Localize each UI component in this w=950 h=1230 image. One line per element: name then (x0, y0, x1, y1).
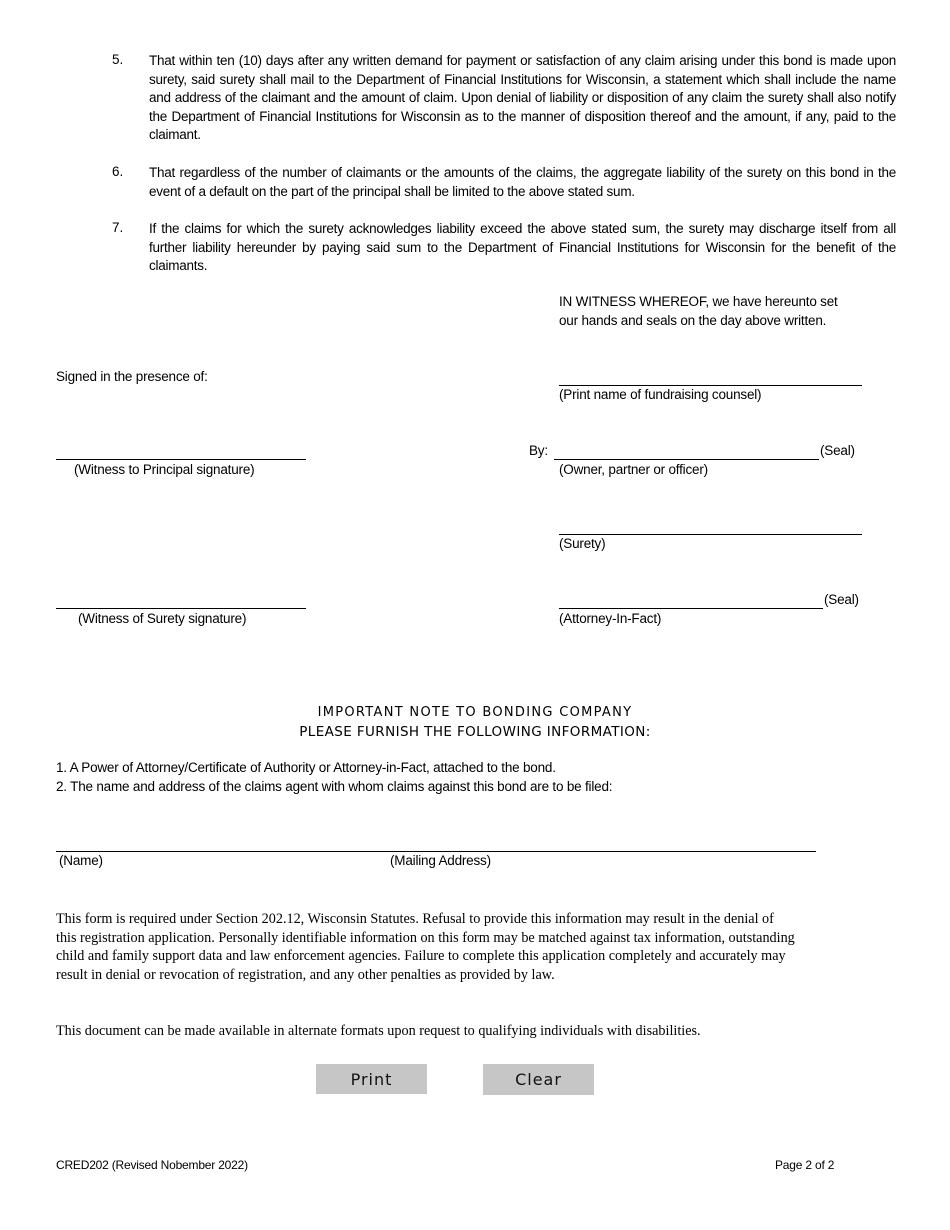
note-item-2: 2. The name and address of the claims agent with whom claims against this bond are to be filed: (56, 779, 613, 794)
clause-number: 7. (112, 220, 124, 235)
witness-whereof-line2: our hands and seals on the day above written. (559, 313, 827, 328)
page-number: Page 2 of 2 (775, 1158, 835, 1172)
attorney-in-fact-label: (Attorney-In-Fact) (559, 611, 662, 626)
by-label: By: (529, 443, 548, 458)
note-item-1: 1. A Power of Attorney/Certificate of Authority or Attorney-in-Fact, attached to the bond. (56, 760, 556, 775)
fundraising-counsel-label: (Print name of fundraising counsel) (559, 387, 762, 402)
legal-notice-paragraph: This form is required under Section 202.12, Wisconsin Statutes. Refusal to provide this information may result in the denial of this registration application. Personally identifiable information on this form may be matched against tax information, outstanding child and family support data and law enforcement agencies. Failure to complete this application completely and accurately may result in denial or revocation of registration, and any other penalties as provided by law. (56, 911, 795, 983)
surety-label: (Surety) (559, 536, 606, 551)
clause-text: If the claims for which the surety acknowledges liability exceed the above stated sum, the surety may discharge itself from all further liability hereunder by paying said sum to the Department of Financial Institutions for Wisconsin for the benefit of the claimants. (149, 221, 896, 274)
witness-principal-signature-line[interactable] (56, 459, 306, 460)
signed-in-presence-label: Signed in the presence of: (56, 369, 208, 384)
important-note-subheading: PLEASE FURNISH THE FOLLOWING INFORMATION: (299, 724, 651, 740)
attorney-in-fact-signature-line[interactable] (559, 608, 823, 609)
clause-number: 5. (112, 52, 124, 67)
form-id: CRED202 (Revised Nobember 2022) (56, 1158, 248, 1172)
important-note-heading: IMPORTANT NOTE TO BONDING COMPANY (317, 705, 633, 720)
fundraising-counsel-signature-line[interactable] (559, 385, 862, 386)
owner-signature-line[interactable] (554, 459, 819, 460)
clause-text: That within ten (10) days after any written demand for payment or satisfaction of any claim arising under this bond is made upon surety, said surety shall mail to the Department of Financial Institutions for Wisconsin, a statement which shall include the name and address of the claimant and the amount of claim. Upon denial of liability or disposition of any claim the surety shall also notify the Department of Financial Institutions for Wisconsin as to the manner of disposition thereof and the amount, if any, paid to the claimant. (149, 53, 896, 143)
seal-label: (Seal) (820, 443, 855, 458)
print-button[interactable]: Print (316, 1064, 427, 1094)
accessibility-notice: This document can be made available in alternate formats upon request to qualifying individuals with disabilities. (56, 1023, 701, 1039)
witness-surety-signature-line[interactable] (56, 608, 306, 609)
claims-agent-line[interactable] (56, 851, 816, 852)
witness-surety-label: (Witness of Surety signature) (78, 611, 247, 626)
mailing-address-label: (Mailing Address) (390, 853, 491, 868)
witness-principal-label: (Witness to Principal signature) (74, 462, 255, 477)
owner-partner-officer-label: (Owner, partner or officer) (559, 462, 708, 477)
clause-number: 6. (112, 164, 124, 179)
seal-label-2: (Seal) (824, 592, 859, 607)
clear-button[interactable]: Clear (483, 1064, 594, 1095)
name-label: (Name) (59, 853, 103, 868)
witness-whereof-line1: IN WITNESS WHEREOF, we have hereunto set (559, 294, 838, 309)
clause-text: That regardless of the number of claimants or the amounts of the claims, the aggregate liability of the surety on this bond in the event of a default on the part of the principal shall be limited to the above stated sum. (149, 165, 896, 199)
surety-signature-line[interactable] (559, 534, 862, 535)
